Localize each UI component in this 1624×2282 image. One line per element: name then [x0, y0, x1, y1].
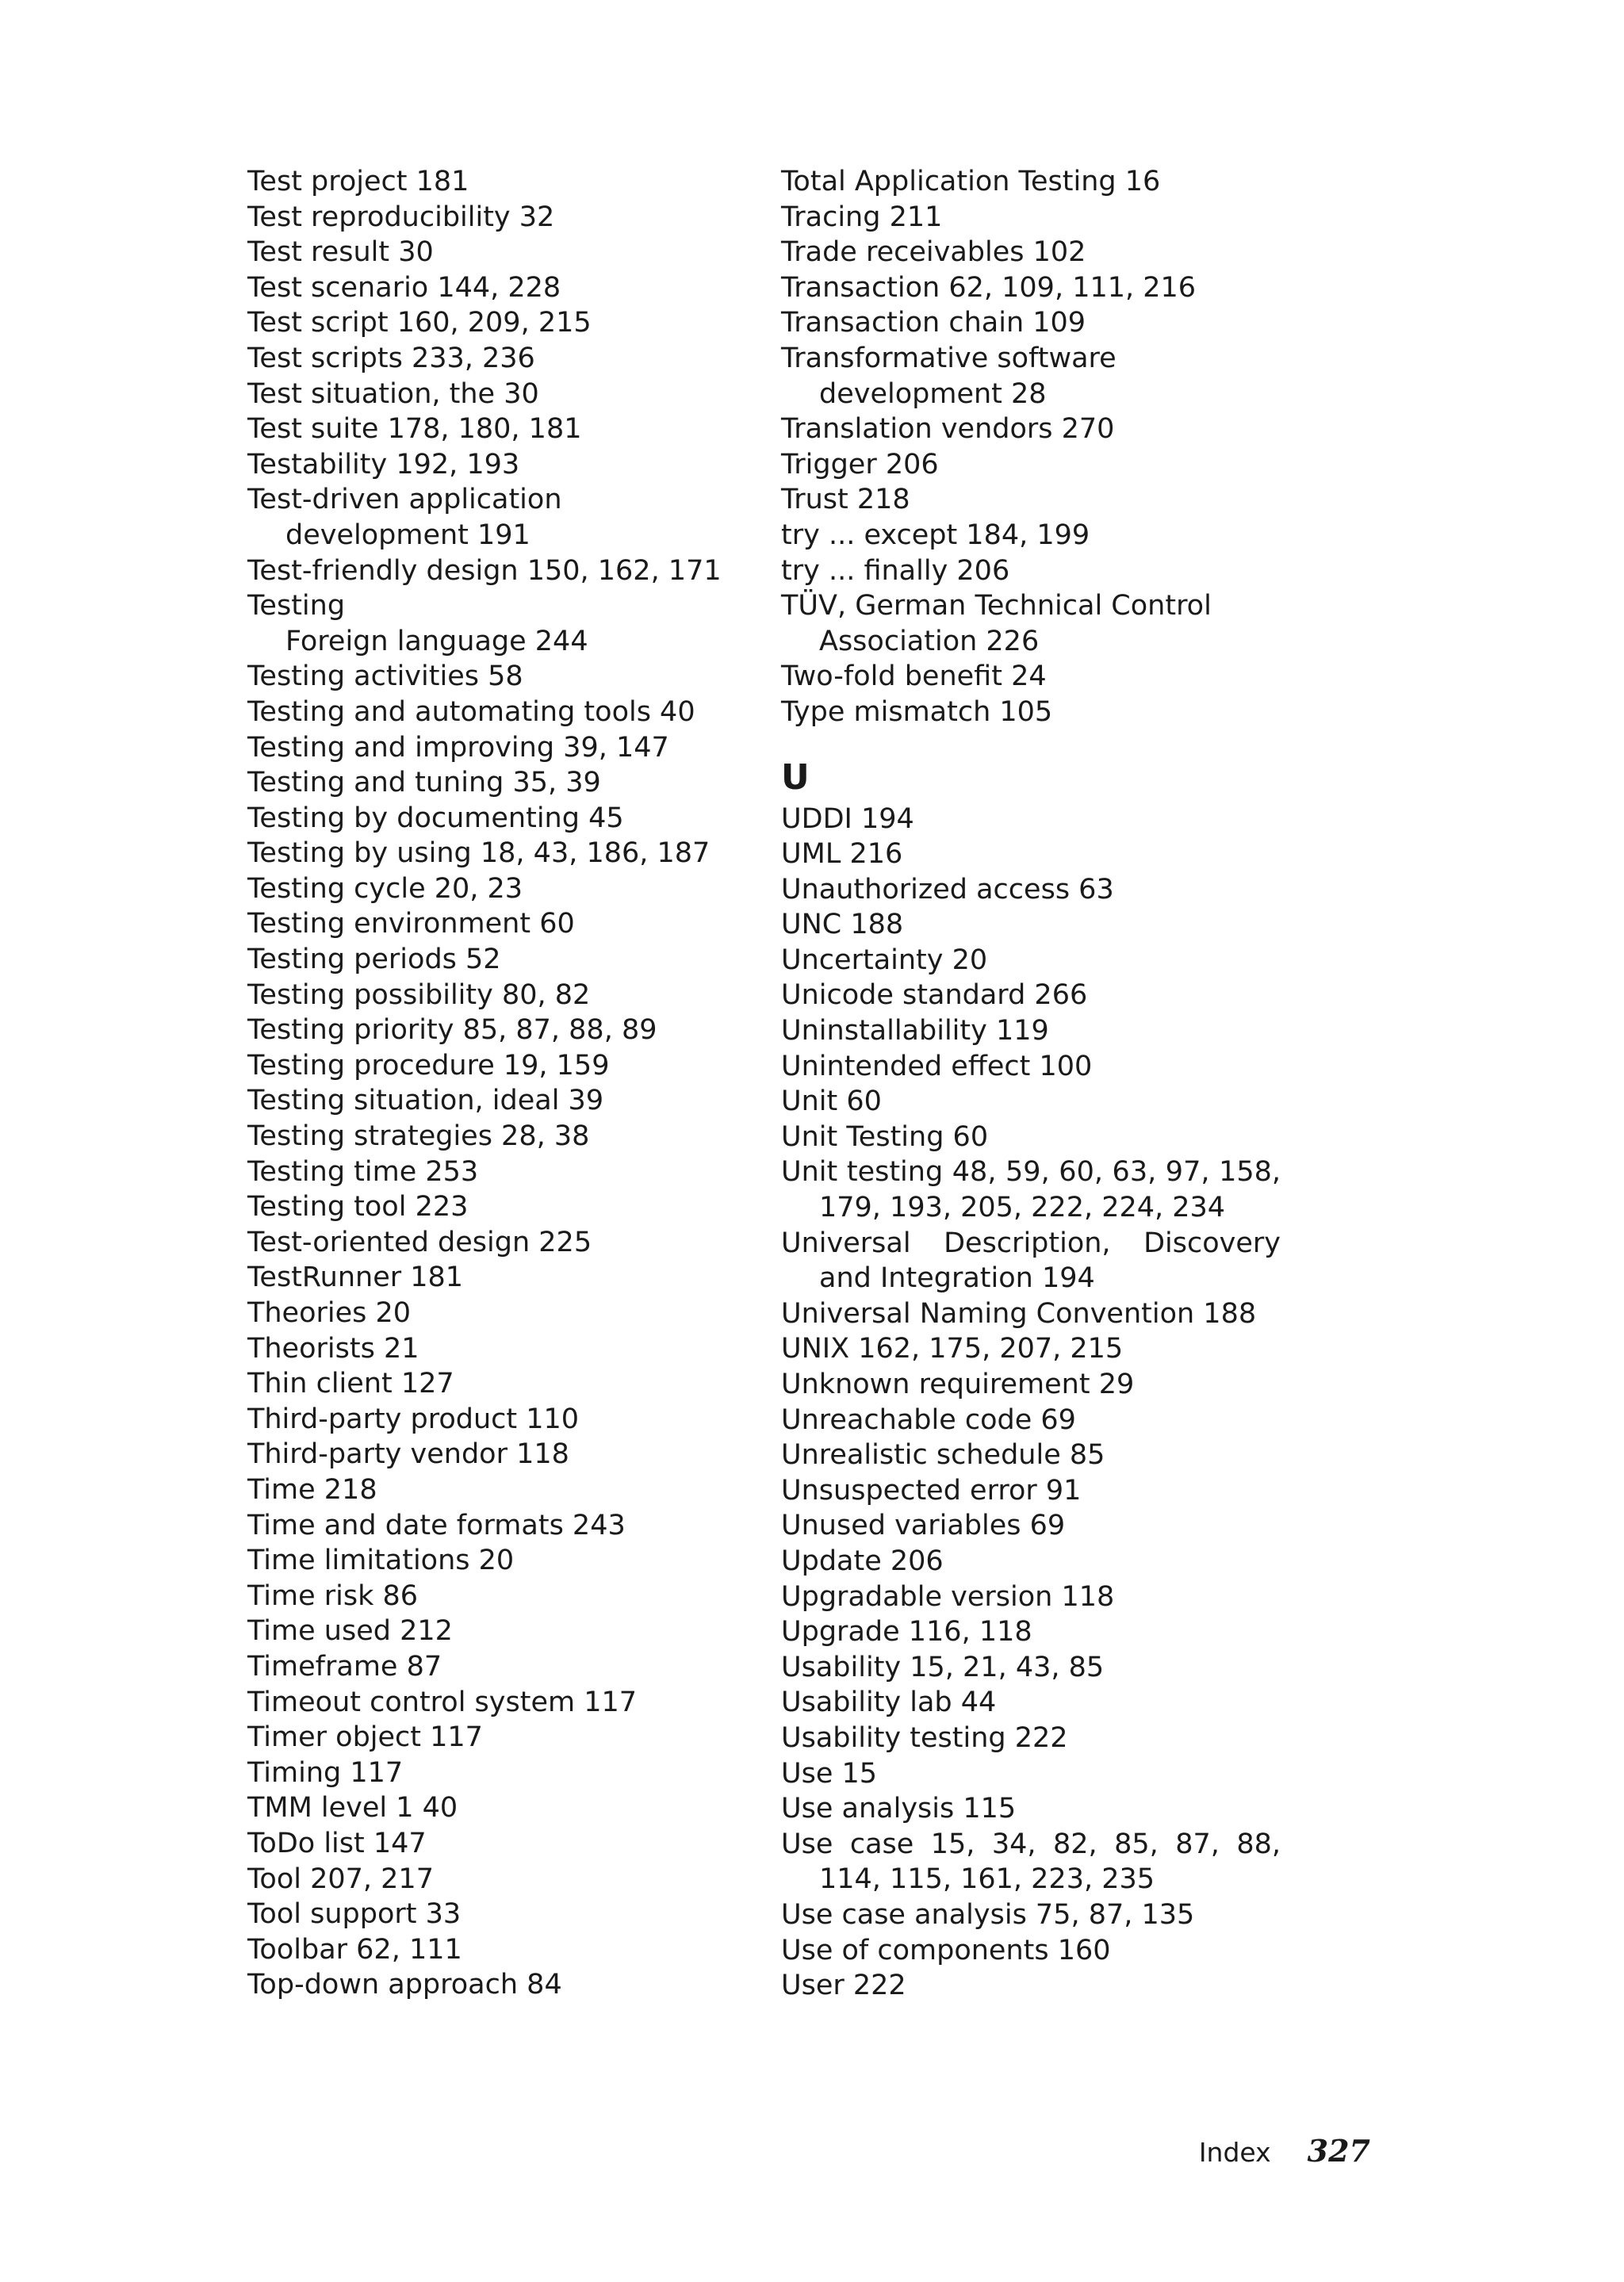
index-entry: Third-party product 110	[247, 1403, 580, 1435]
index-entry: Trigger 206	[781, 448, 939, 481]
index-entry: Testing time 253	[247, 1155, 479, 1188]
index-entry: Uninstallability 119	[781, 1015, 1049, 1047]
index-entry: ToDo list 147	[247, 1827, 427, 1859]
index-entry: Unicode standard 266	[781, 979, 1088, 1012]
index-entry: Test suite 178, 180, 181	[247, 413, 582, 446]
index-entry: Testing by using 18, 43, 186, 187	[247, 837, 710, 870]
index-entry: Unit testing 48, 59, 60, 63, 97, 158, 179, 193, 205, 222, 224, 234	[781, 1156, 1281, 1224]
index-entry: Testing procedure 19, 159	[247, 1049, 610, 1082]
index-entry: Trade receivables 102	[781, 236, 1086, 269]
index-entry: Trust 218	[781, 484, 910, 516]
index-entry: Unused variables 69	[781, 1510, 1066, 1542]
index-entry: Theorists 21	[247, 1332, 419, 1365]
index-entry: Tool support 33	[247, 1898, 462, 1931]
index-entry: Two-fold benefit 24	[781, 660, 1047, 693]
index-entry: Time used 212	[247, 1615, 453, 1648]
index-entry: Usability lab 44	[781, 1687, 997, 1719]
index-entry: Upgrade 116, 118	[781, 1616, 1032, 1648]
index-entry: Use of components 160	[781, 1934, 1111, 1966]
index-entry: Unsuspected error 91	[781, 1474, 1082, 1507]
index-entry: try ... except 184, 199	[781, 519, 1090, 551]
index-entry: Toolbar 62, 111	[247, 1933, 462, 1966]
index-entry: Test scenario 144, 228	[247, 271, 561, 304]
index-entry: Timer object 117	[247, 1721, 483, 1754]
index-subentry: Foreign language 244	[285, 625, 588, 657]
page-footer	[1199, 2133, 1370, 2173]
index-entry: Uncertainty 20	[781, 944, 988, 976]
index-entry: Testing environment 60	[247, 908, 575, 940]
index-entry: Time risk 86	[247, 1579, 419, 1612]
index-entry: Theories 20	[247, 1297, 412, 1329]
index-entry: Testing periods 52	[247, 944, 501, 976]
index-entry: Tracing 211	[781, 201, 943, 233]
index-entry: Type mismatch 105	[781, 695, 1053, 728]
index-entry: Test situation, the 30	[247, 377, 539, 410]
index-entry: TestRunner 181	[247, 1262, 464, 1294]
index-entry: Testing cycle 20, 23	[247, 872, 523, 905]
index-entry: Testing priority 85, 87, 88, 89	[247, 1014, 657, 1047]
index-entry: Testing and improving 39, 147	[247, 731, 669, 764]
footer-section-label: Index	[1198, 2137, 1271, 2168]
index-entry: Third-party vendor 118	[247, 1438, 569, 1471]
index-entry: Unintended effect 100	[781, 1050, 1093, 1082]
index-entry: TMM level 1 40	[247, 1792, 458, 1824]
index-entry: Universal Naming Convention 188	[781, 1297, 1257, 1330]
index-entry: Test-driven application development 191	[247, 484, 562, 551]
index-entry: Testing activities 58	[247, 660, 523, 693]
index-entry: Test script 160, 209, 215	[247, 307, 592, 339]
index-entry: Time limitations 20	[247, 1545, 515, 1577]
index-entry: Transaction 62, 109, 111, 216	[781, 271, 1197, 304]
index-entry: Time and date formats 243	[247, 1509, 626, 1541]
index-entry: Unreachable code 69	[781, 1403, 1076, 1436]
index-entry: Test project 181	[247, 166, 469, 197]
index-entry: Testing tool 223	[247, 1191, 469, 1223]
index-entry: Update 206	[781, 1545, 944, 1577]
index-entry: Testing situation, ideal 39	[247, 1085, 604, 1117]
index-entry: Testability 192, 193	[247, 448, 520, 481]
index-entry: Testing and automating tools 40	[247, 695, 695, 728]
index-entry: Test reproducibility 32	[247, 201, 555, 233]
index-entry: Translation vendors 270	[781, 413, 1115, 446]
page-number: 327	[1307, 2133, 1370, 2169]
index-entry: Tool 207, 217	[247, 1863, 434, 1895]
index-entry: Usability 15, 21, 43, 85	[781, 1651, 1105, 1683]
index-entry: Testing by documenting 45	[247, 802, 624, 834]
index-entry: Timeout control system 117	[247, 1686, 638, 1718]
index-entry: Timeframe 87	[247, 1650, 442, 1683]
index-entry: Use case analysis 75, 87, 135	[781, 1898, 1195, 1931]
index-entry: UDDI 194	[781, 802, 914, 835]
index-entry: Thin client 127	[247, 1368, 454, 1400]
index-entry: UML 216	[781, 838, 903, 871]
index-entry: Time 218	[247, 1473, 377, 1506]
index-column-left	[247, 164, 723, 2003]
index-entry: Unit 60	[781, 1085, 882, 1118]
index-entry: Unit Testing 60	[781, 1120, 989, 1153]
index-entry: UNIX 162, 175, 207, 215	[781, 1333, 1124, 1365]
index-entry: Transformative software development 28	[781, 342, 1116, 410]
index-entry: try ... finally 206	[781, 554, 1010, 587]
index-entry: User 222	[781, 1970, 906, 2002]
index-entry: Usability testing 222	[781, 1721, 1068, 1754]
index-entry: Testing and tuning 35, 39	[247, 767, 601, 799]
index-entry: Testing	[247, 590, 346, 622]
index-entry: Test scripts 233, 236	[247, 342, 535, 374]
index-entry: Test-friendly design 150, 162, 171	[247, 554, 722, 587]
index-entry: Total Application Testing 16	[781, 166, 1161, 197]
index-entry: Use analysis 115	[781, 1793, 1017, 1825]
index-entry: Transaction chain 109	[781, 307, 1086, 339]
index-entry: Testing strategies 28, 38	[247, 1120, 590, 1153]
index-entry: Timing 117	[247, 1756, 404, 1789]
index-entry: Testing possibility 80, 82	[247, 978, 591, 1011]
index-entry: Upgradable version 118	[781, 1580, 1115, 1613]
index-entry: Use case 15, 34, 82, 85, 87, 88, 114, 115, 161, 223, 235	[781, 1828, 1281, 1896]
index-entry: Unknown requirement 29	[781, 1369, 1135, 1400]
index-column-right	[781, 164, 1281, 2004]
index-entry: Top-down approach 84	[247, 1969, 562, 2001]
section-letter-u: U	[781, 756, 810, 798]
index-entry: Universal Description, Discovery and Integration 194	[781, 1227, 1281, 1295]
index-entry: TÜV, German Technical Control Association 226	[781, 590, 1212, 657]
index-entry: Test-oriented design 225	[247, 1226, 592, 1258]
index-entry: Unauthorized access 63	[781, 873, 1114, 906]
index-entry: Unrealistic schedule 85	[781, 1439, 1105, 1472]
index-entry: UNC 188	[781, 909, 904, 941]
index-entry: Use 15	[781, 1757, 878, 1790]
index-entry: Test result 30	[247, 236, 434, 269]
